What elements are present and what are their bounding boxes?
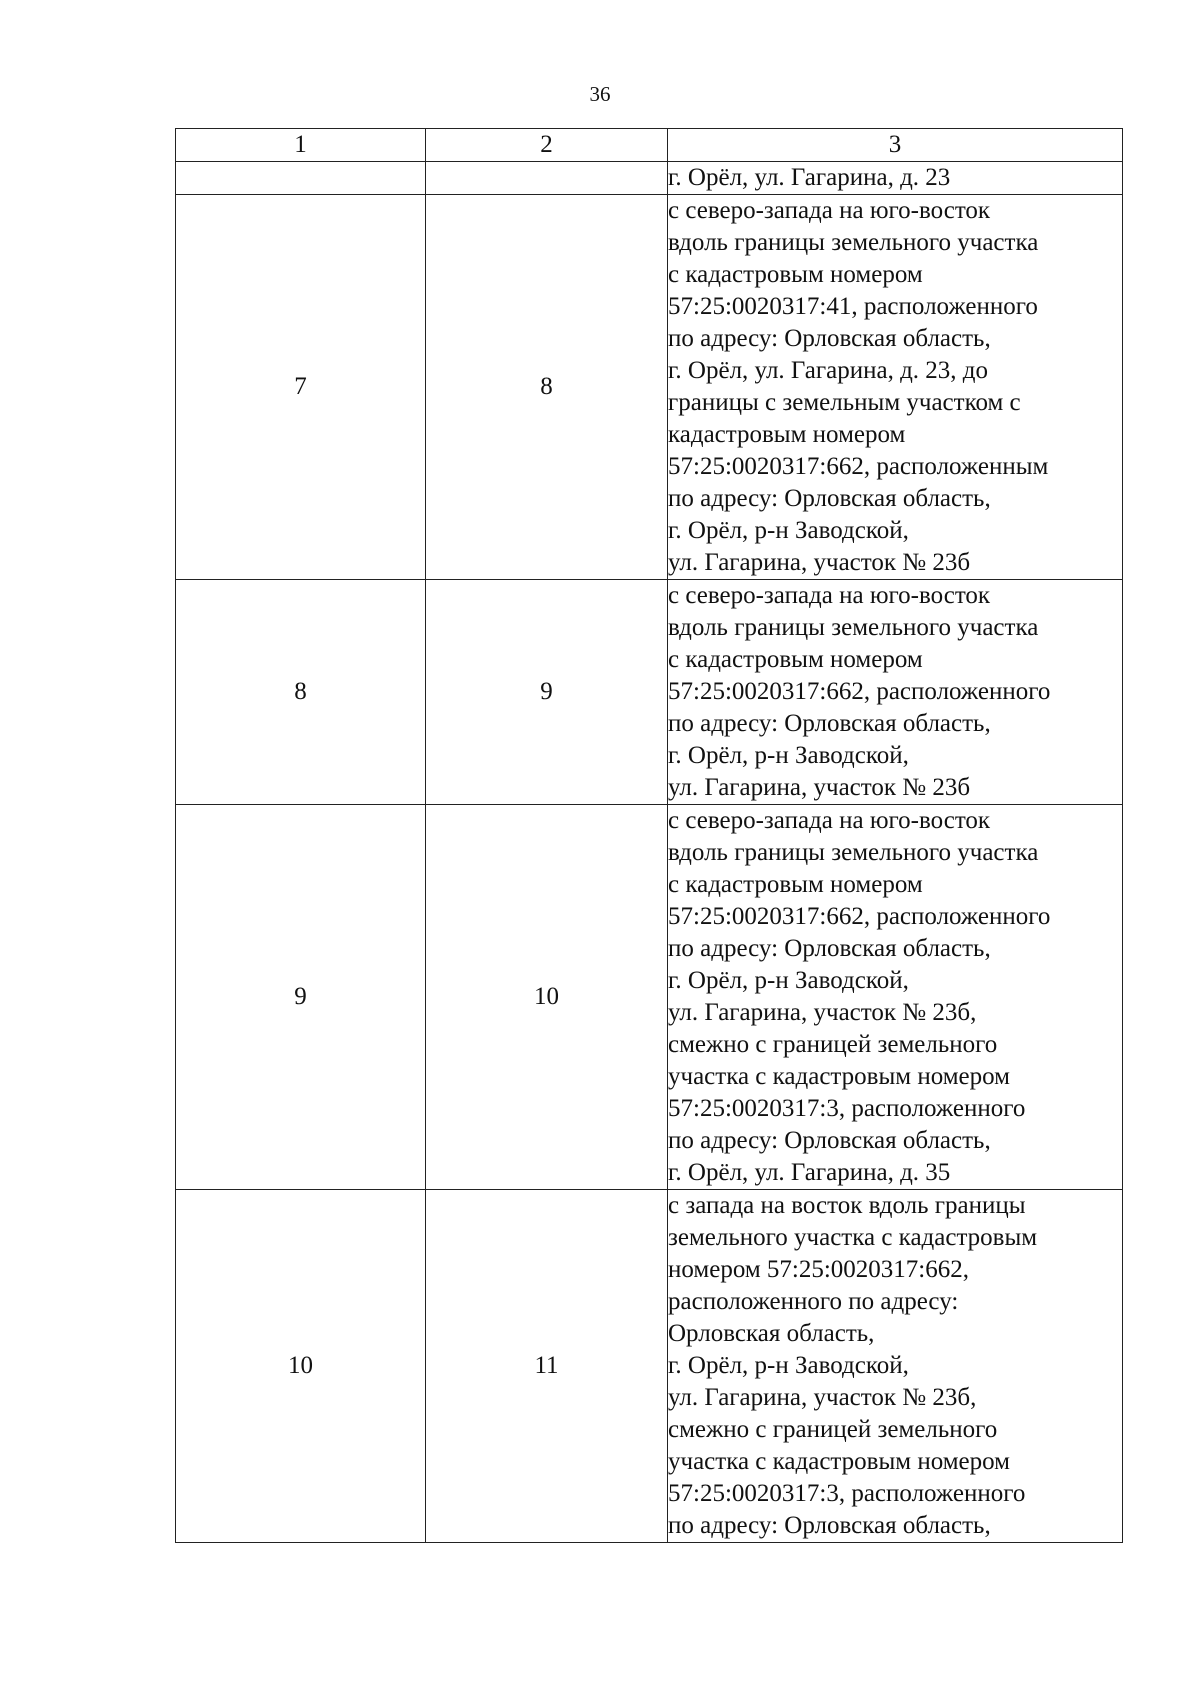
description-line: участка с кадастровым номером xyxy=(668,1448,1010,1475)
header-col-1: 1 xyxy=(176,129,426,162)
description-line: с кадастровым номером xyxy=(668,261,923,288)
description-cell xyxy=(668,162,1123,195)
description-line: с запада на восток вдоль границы xyxy=(668,1192,1026,1219)
end-point-cell: 8 xyxy=(426,195,668,580)
description-line: кадастровым номером xyxy=(668,421,906,448)
description-cell xyxy=(668,580,1123,805)
description-line: земельного участка с кадастровым xyxy=(668,1224,1038,1251)
start-point-cell: 8 xyxy=(176,580,426,805)
description-line: смежно с границей земельного xyxy=(668,1416,998,1443)
description-line: г. Орёл, ул. Гагарина, д. 23, до xyxy=(668,357,989,384)
header-col-2: 2 xyxy=(426,129,668,162)
table-body xyxy=(176,162,1123,1543)
end-point-cell: 10 xyxy=(426,805,668,1190)
description-line: участка с кадастровым номером xyxy=(668,1063,1010,1090)
description-line: 57:25:0020317:41, расположенного xyxy=(668,293,1038,320)
description-line: Орловская область, xyxy=(668,1320,875,1347)
description-line: границы с земельным участком с xyxy=(668,389,1021,416)
description-line: по адресу: Орловская область, xyxy=(668,1512,991,1539)
end-point-cell: 9 xyxy=(426,580,668,805)
description-line: по адресу: Орловская область, xyxy=(668,935,991,962)
description-line: ул. Гагарина, участок № 23б, xyxy=(668,1384,977,1411)
description-line: ул. Гагарина, участок № 23б xyxy=(668,774,971,801)
table-row xyxy=(176,1190,1123,1543)
start-point-cell: 10 xyxy=(176,1190,426,1543)
header-col-3: 3 xyxy=(668,129,1123,162)
end-point-cell xyxy=(426,162,668,195)
start-point-cell: 9 xyxy=(176,805,426,1190)
start-point-cell: 7 xyxy=(176,195,426,580)
page-number: 36 xyxy=(589,82,611,106)
description-line: вдоль границы земельного участка xyxy=(668,614,1039,641)
description-line: вдоль границы земельного участка xyxy=(668,839,1039,866)
boundary-table xyxy=(175,128,1123,1543)
table-row xyxy=(176,805,1123,1190)
description-line: с северо-запада на юго-восток xyxy=(668,197,991,224)
description-line: смежно с границей земельного xyxy=(668,1031,998,1058)
description-line: по адресу: Орловская область, xyxy=(668,325,991,352)
description-line: 57:25:0020317:662, расположенным xyxy=(668,453,1049,480)
description-line: по адресу: Орловская область, xyxy=(668,1127,991,1154)
description-line: 57:25:0020317:3, расположенного xyxy=(668,1095,1026,1122)
description-line: 57:25:0020317:662, расположенного xyxy=(668,678,1051,705)
header-row xyxy=(176,129,1123,162)
description-line: по адресу: Орловская область, xyxy=(668,485,991,512)
description-line: г. Орёл, р-н Заводской, xyxy=(668,967,909,994)
description-line: с северо-запада на юго-восток xyxy=(668,807,991,834)
description-line: г. Орёл, р-н Заводской, xyxy=(668,1352,909,1379)
description-line: расположенного по адресу: xyxy=(668,1288,959,1315)
description-line: с кадастровым номером xyxy=(668,871,923,898)
description-line: с северо-запада на юго-восток xyxy=(668,582,991,609)
description-line: ул. Гагарина, участок № 23б, xyxy=(668,999,977,1026)
description-line: г. Орёл, р-н Заводской, xyxy=(668,742,909,769)
description-line: вдоль границы земельного участка xyxy=(668,229,1039,256)
description-line: г. Орёл, ул. Гагарина, д. 23 xyxy=(668,164,951,191)
table-row xyxy=(176,580,1123,805)
table-row xyxy=(176,162,1123,195)
description-line: г. Орёл, р-н Заводской, xyxy=(668,517,909,544)
end-point-cell: 11 xyxy=(426,1190,668,1543)
description-cell xyxy=(668,1190,1123,1543)
description-cell xyxy=(668,805,1123,1190)
description-line: по адресу: Орловская область, xyxy=(668,710,991,737)
table-header xyxy=(176,129,1123,162)
start-point-cell xyxy=(176,162,426,195)
description-line: ул. Гагарина, участок № 23б xyxy=(668,549,971,576)
description-line: с кадастровым номером xyxy=(668,646,923,673)
description-cell xyxy=(668,195,1123,580)
description-line: 57:25:0020317:662, расположенного xyxy=(668,903,1051,930)
description-line: номером 57:25:0020317:662, xyxy=(668,1256,970,1283)
description-line: г. Орёл, ул. Гагарина, д. 35 xyxy=(668,1159,951,1186)
table-row xyxy=(176,195,1123,580)
description-line: 57:25:0020317:3, расположенного xyxy=(668,1480,1026,1507)
